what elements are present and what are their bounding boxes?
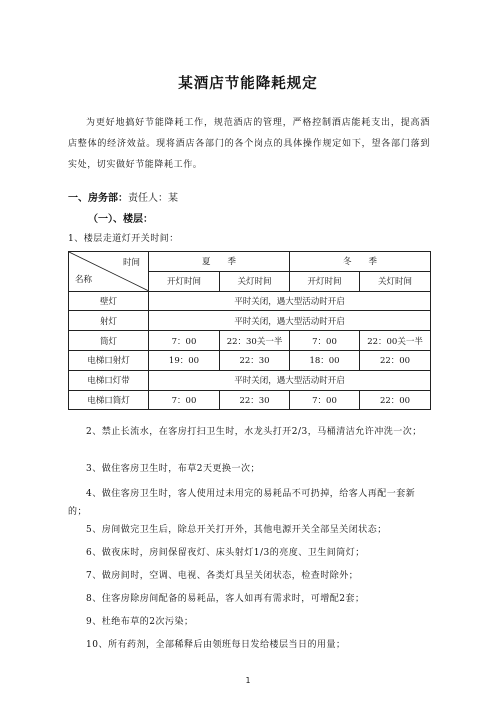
item-9: 9、杜绝布草的2次污染； [86, 617, 194, 627]
row-name: 筒灯 [69, 331, 149, 351]
light-schedule-table [68, 251, 431, 410]
row-name: 射灯 [69, 311, 149, 331]
item-2: 2、禁止长流水，在客房打扫卫生时，水龙头打开2/3，马桶清洁允许冲洗一次； [86, 427, 422, 437]
subheader-cell: 关灯时间 [360, 271, 431, 291]
row-name: 电梯口射灯 [69, 350, 149, 370]
merged-cell: 平时关闭，遇大型活动时开启 [149, 311, 431, 331]
table-cell: 22：00关一半 [360, 331, 431, 351]
item-1: 1、楼层走道灯开关时间： [68, 234, 179, 244]
table-row [69, 390, 431, 410]
table-header-row [69, 252, 431, 272]
table-cell: 22：30关一半 [220, 331, 290, 351]
item-3: 3、做住客房卫生时，布草2天更换一次； [86, 464, 260, 474]
page-number: 1 [245, 676, 251, 685]
table-row [69, 331, 431, 351]
section-colon: ： [118, 193, 128, 204]
header-name-label: 名称 [75, 274, 93, 285]
table-row [69, 350, 431, 370]
table-cell: 18：00 [290, 350, 360, 370]
section-heading [68, 189, 178, 204]
table-cell: 7：00 [290, 331, 360, 351]
item-10: 10、所有药剂，全部稀释后由领班每日发给楼层当日的用量； [86, 640, 346, 650]
subsection-heading: （一）、楼层： [88, 214, 153, 225]
subheader-cell: 关灯时间 [220, 271, 290, 291]
table-cell: 22：30 [220, 390, 290, 410]
item-7: 7、做房间时，空调、电视、各类灯具呈关闭状态，检查时除外； [86, 571, 359, 581]
table-row [69, 311, 431, 331]
table-cell: 7：00 [149, 390, 220, 410]
table-row [69, 370, 431, 390]
winter-header: 冬 季 [290, 252, 431, 272]
table-cell: 7：00 [290, 390, 360, 410]
row-name: 电梯口灯带 [69, 370, 149, 390]
merged-cell: 平时关闭，遇大型活动时开启 [149, 291, 431, 311]
table-cell: 22：30 [220, 350, 290, 370]
diagonal-header-cell [69, 252, 149, 292]
item-8: 8、住客房除房间配备的易耗品，客人如再有需求时，可增配2套； [86, 594, 365, 604]
table-cell: 19：00 [149, 350, 220, 370]
table-row [69, 291, 431, 311]
summer-header: 夏 季 [149, 252, 290, 272]
item-6: 6、做夜床时，房间保留夜灯、床头射灯1/3的亮度、卫生间筒灯； [86, 548, 365, 558]
subheader-cell: 开灯时间 [290, 271, 360, 291]
subheader-cell: 开灯时间 [149, 271, 220, 291]
section-title: 一、房务部 [68, 193, 118, 204]
table-cell: 22：00 [360, 390, 431, 410]
table-cell: 22：00 [360, 350, 431, 370]
row-name: 壁灯 [69, 291, 149, 311]
header-time-label: 时间 [122, 258, 140, 268]
section-owner: 责任人：某 [128, 193, 178, 204]
document-title: 某酒店节能降耗规定 [178, 76, 318, 92]
item-4: 4、做住客房卫生时，客人使用过未用完的易耗品不可扔掉，给客人再配一套新的； [68, 489, 416, 517]
row-name: 电梯口筒灯 [69, 390, 149, 410]
merged-cell: 平时关闭，遇大型活动时开启 [149, 370, 431, 390]
table-cell: 7：00 [149, 331, 220, 351]
intro-paragraph: 为更好地搞好节能降耗工作，规范酒店的管理，严格控制酒店能耗支出，提高酒店整体的经济效益。现将酒店各部门的各个岗点的具体操作规定如下，望各部门落到实处，切实做好节能降耗工作。 [68, 118, 430, 170]
item-5: 5、房间做完卫生后，除总开关打开外，其他电源开关全部呈关闭状态； [86, 525, 387, 535]
